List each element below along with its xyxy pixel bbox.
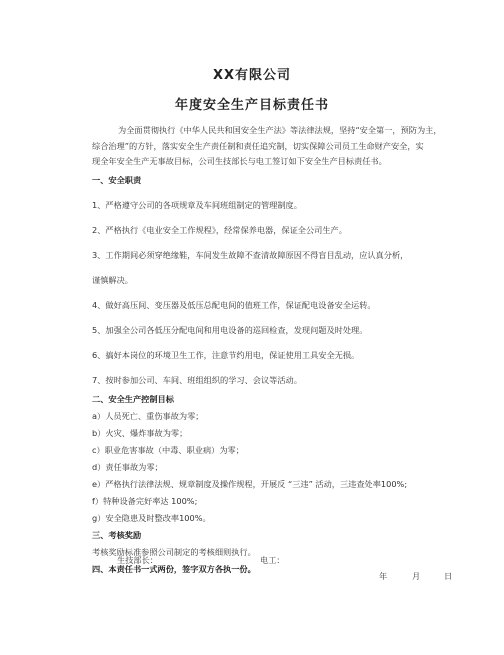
target-item: c）职业危害事故（中毒、职业病）为零； <box>92 444 244 455</box>
duty-item: 5、加强全公司各低压分配电间和用电设备的巡回检查，发现问题及时处理。 <box>92 324 368 335</box>
rewards-text: 考核奖励标准参照公司制定的考核细则执行。 <box>92 546 256 557</box>
target-item: f）特种设备完好率达 100%; <box>92 495 198 506</box>
duty-item: 4、做好高压间、变压器及低压总配电间的值班工作，保证配电设备安全运转。 <box>92 299 376 310</box>
intro-line: 现全年安全生产无事故目标，公司生技部长与电工签订如下安全生产目标责任书。 <box>92 156 387 166</box>
target-item: b）火灾、爆炸事故为零； <box>92 427 188 438</box>
section-heading-rewards: 三、考核奖励 <box>92 529 142 540</box>
duty-item: 7、按时参加公司、车间、班组组织的学习、会议等活动。 <box>92 374 302 385</box>
date-year-label: 年 <box>379 571 388 581</box>
target-item: g）安全隐患及时整改率100%。 <box>92 512 211 523</box>
target-item: a）人员死亡、重伤事故为零； <box>92 410 204 421</box>
intro-line: 综合治理”的方针，落实安全生产责任制和责任追究制，切实保障公司员工生命财产安全，实 <box>92 140 424 151</box>
signature-label-electrician: 电工： <box>260 555 285 565</box>
duty-item: 6、搞好本岗位的环境卫生工作，注意节约用电，保证使用工具安全无损。 <box>92 349 360 360</box>
date-day-label: 日 <box>444 571 453 581</box>
signature-label-director: 生技部长： <box>117 555 158 565</box>
duty-item: 谨慎解决。 <box>92 274 133 285</box>
duty-item: 1、严格遵守公司的各项规章及车间班组制定的管理制度。 <box>92 199 302 210</box>
date-month-label: 月 <box>412 571 421 581</box>
company-name: XX有限公司 <box>212 68 292 83</box>
section-heading-targets: 二、安全生产控制目标 <box>92 393 174 404</box>
document-body <box>0 123 504 578</box>
duty-item: 3、工作期间必须穿绝缘鞋，车间发生故障不查清故障原因不得盲目乱动，应认真分析， <box>92 249 409 260</box>
target-item: d）责任事故为零； <box>92 461 163 472</box>
document-title: 年度安全生产目标责任书 <box>174 98 329 113</box>
section-heading-duties: 一、安全职责 <box>92 174 142 185</box>
intro-line: 为全面贯彻执行《中华人民共和国安全生产法》等法律法规，坚持“安全第一，预防为主， <box>118 125 442 135</box>
section-heading-copies: 四、本责任书一式两份，签字双方各执一份。 <box>92 563 256 574</box>
duty-item: 2、严格执行《电业安全工作规程》，经常保养电器，保证全公司生产。 <box>92 224 347 235</box>
target-item: e）严格执行法律法规、规章制度及操作规程，开展反 “三违” 活动，三违查处率100%; <box>92 478 408 489</box>
